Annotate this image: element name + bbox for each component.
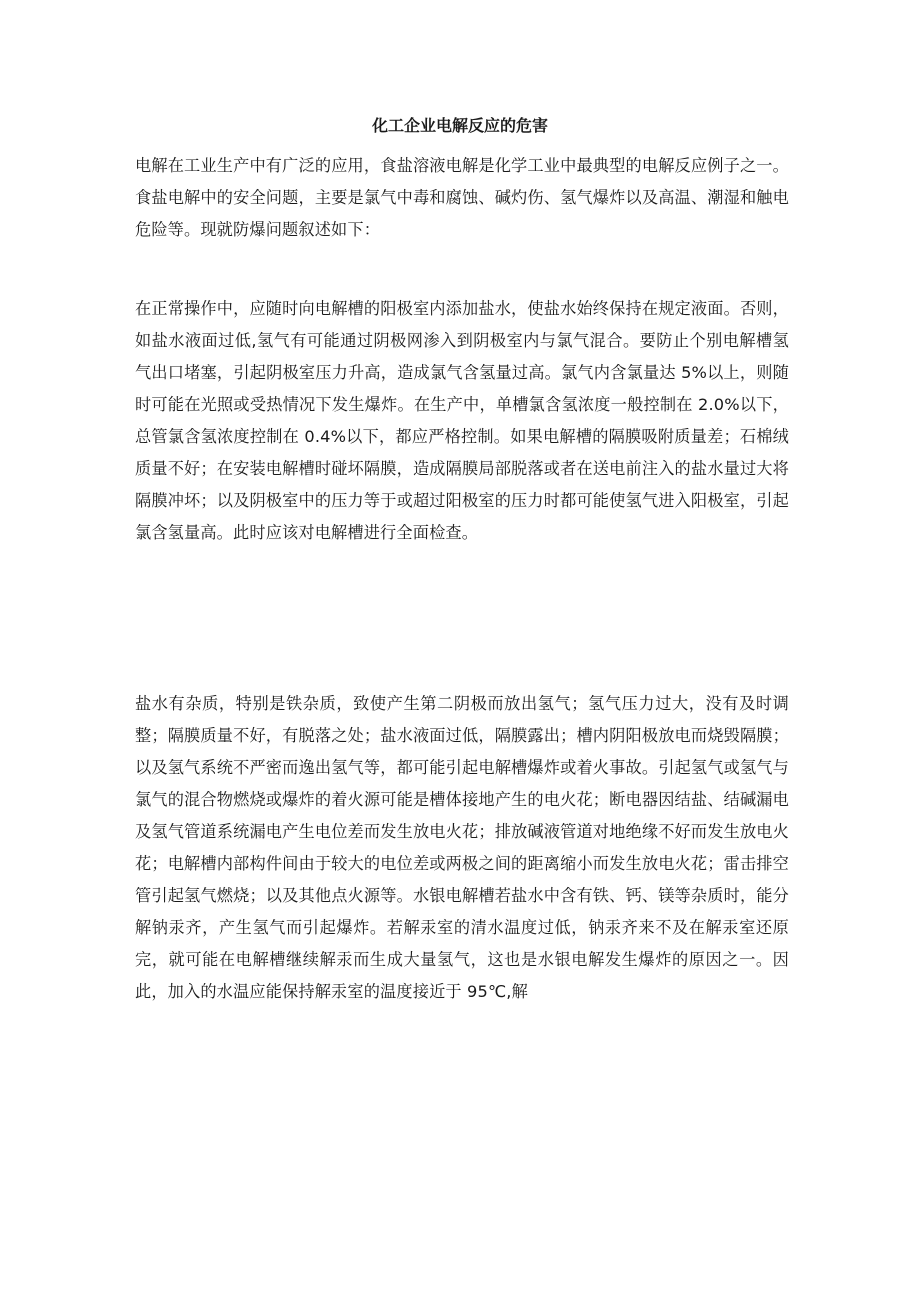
paragraph-1: 电解在工业生产中有广泛的应用，食盐溶液电解是化学工业中最典型的电解反应例子之一。食盐电解中的安全问题，主要是氯气中毒和腐蚀、碱灼伤、氢气爆炸以及高温、潮湿和触电危险等。现就防爆问题叙述如下：	[135, 156, 789, 239]
paragraph-2: 在正常操作中，应随时向电解槽的阳极室内添加盐水，使盐水始终保持在规定液面。否则，如盐水液面过低,氢气有可能通过阴极网渗入到阴极室内与氯气混合。要防止个别电解槽氢气出口堵塞，引起阴极室压力升高，造成氯气含氢量过高。氯气内含氯量达 5%以上，则随时可能在光照或受热情况下发生爆炸。在生产中，单槽氯含氢浓度一般控制在 2.0%以下，总管氯含氢浓度控制在 0.4%以下，都应严格控制。如果电解槽的隔膜吸附质量差；石棉绒质量不好；在安装电解槽时碰坏隔膜，造成隔膜局部脱落或者在送电前注入的盐水量过大将隔膜冲坏；以及阴极室中的压力等于或超过阳极室的压力时都可能使氢气进入阳极室，引起氯含氢量高。此时应该对电解槽进行全面检查。	[135, 299, 789, 542]
paragraph-3: 盐水有杂质，特别是铁杂质，致使产生第二阴极而放出氢气；氢气压力过大，没有及时调整；隔膜质量不好，有脱落之处；盐水液面过低，隔膜露出；槽内阴阳极放电而烧毁隔膜；以及氢气系统不严密而逸出氢气等，都可能引起电解槽爆炸或着火事故。引起氢气或氢气与氯气的混合物燃烧或爆炸的着火源可能是槽体接地产生的电火花；断电器因结盐、结碱漏电及氢气管道系统漏电产生电位差而发生放电火花；排放碱液管道对地绝缘不好而发生放电火花；电解槽内部构件间由于较大的电位差或两极之间的距离缩小而发生放电火花；雷击排空管引起氢气燃烧；以及其他点火源等。水银电解槽若盐水中含有铁、钙、镁等杂质时，能分解钠汞齐，产生氢气而引起爆炸。若解汞室的清水温度过低，钠汞齐来不及在解汞室还原完，就可能在电解槽继续解汞而生成大量氢气，这也是水银电解发生爆炸的原因之一。因此，加入的水温应能保持解汞室的温度接近于 95℃,解	[135, 694, 789, 1001]
document-title: 化工企业电解反应的危害	[371, 116, 548, 135]
